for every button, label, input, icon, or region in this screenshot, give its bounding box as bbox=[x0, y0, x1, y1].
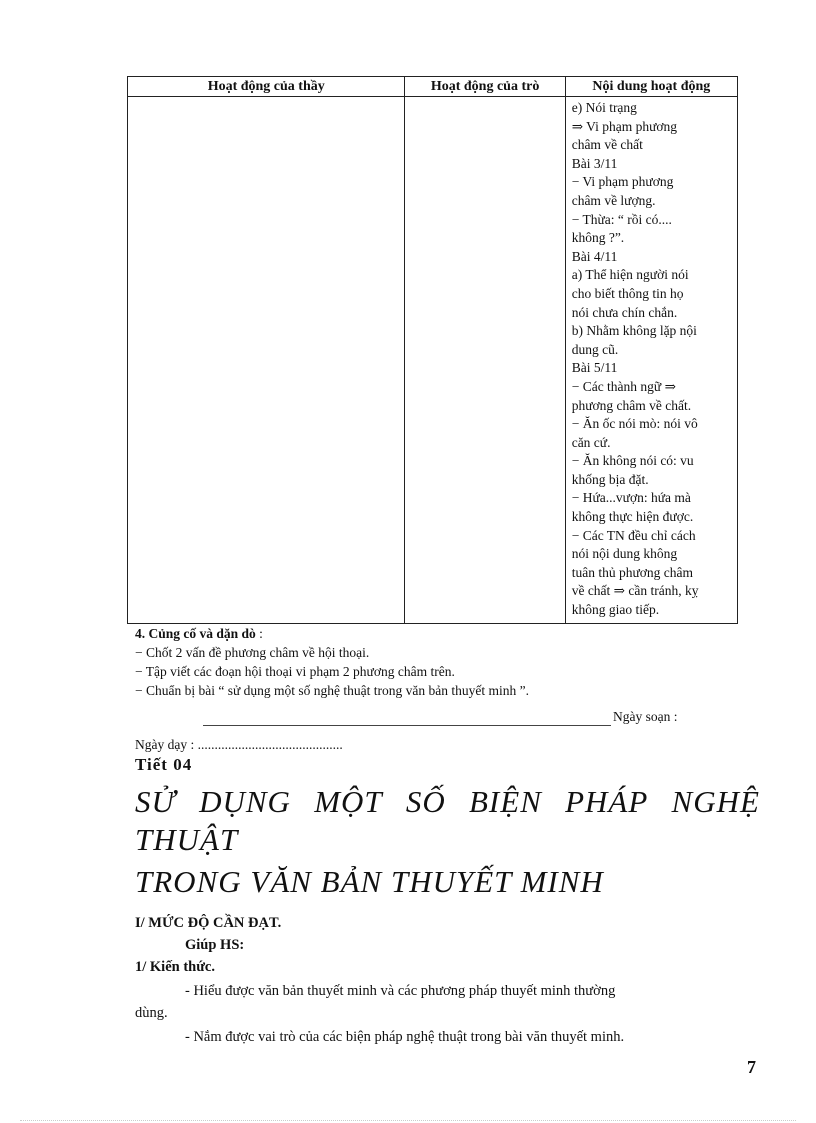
content-line: Bài 4/11 bbox=[571, 248, 618, 264]
student-activity-cell bbox=[405, 97, 565, 624]
content-line: khống bịa đặt. bbox=[571, 471, 649, 487]
content-cell bbox=[565, 97, 737, 624]
title-word: NGHỆ bbox=[671, 784, 760, 819]
header-teacher-activity: Hoạt động của thầy bbox=[128, 77, 405, 97]
content-line: − Các thành ngữ ⇒ bbox=[571, 378, 676, 394]
teacher-activity-cell bbox=[128, 97, 405, 624]
section-4-heading-suffix: : bbox=[255, 626, 263, 641]
section-4-heading bbox=[135, 624, 529, 643]
tiet-number: Tiết 04 bbox=[135, 755, 193, 774]
title-word: PHÁP bbox=[565, 784, 649, 819]
title-line-2: THUẬT bbox=[135, 822, 239, 857]
separator-rule bbox=[203, 709, 611, 726]
objectives-section bbox=[135, 912, 735, 1048]
content-line: phương châm về chất. bbox=[571, 397, 692, 413]
section-4 bbox=[135, 624, 529, 700]
title-line-1 bbox=[135, 783, 760, 821]
header-content: Nội dung hoạt động bbox=[565, 77, 737, 97]
content-line: − Ăn không nói có: vu bbox=[571, 453, 694, 469]
table-body-row bbox=[128, 97, 738, 624]
content-line: nói nội dung không bbox=[571, 546, 678, 562]
content-list bbox=[566, 97, 737, 620]
content-line: châm về chất bbox=[571, 137, 643, 153]
title-word: DỤNG bbox=[199, 784, 291, 819]
content-line: Bài 5/11 bbox=[571, 360, 618, 376]
content-line: nói chưa chín chắn. bbox=[571, 304, 678, 320]
knowledge-item-1: - Hiểu được văn bản thuyết minh và các phương pháp thuyết minh thường bbox=[185, 983, 616, 999]
title-word: SỬ bbox=[135, 784, 176, 819]
lesson-title bbox=[135, 783, 760, 901]
objectives-heading: I/ MỨC ĐỘ CẦN ĐẠT. bbox=[135, 915, 282, 931]
header-student-activity: Hoạt động của trò bbox=[405, 77, 565, 97]
section-4-item: − Chốt 2 vấn đề phương châm về hội thoại. bbox=[135, 645, 370, 660]
ngay-day-line: Ngày dạy : ........................................... bbox=[135, 737, 343, 752]
section-4-item: − Tập viết các đoạn hội thoại vi phạm 2 phương châm trên. bbox=[135, 664, 455, 679]
content-line: ⇒ Vi phạm phương bbox=[571, 118, 678, 134]
objectives-help: Giúp HS: bbox=[185, 937, 245, 953]
footer-rule bbox=[20, 1120, 796, 1121]
ngay-soan-label: Ngày soạn : bbox=[613, 709, 678, 724]
knowledge-item-2: - Nắm được vai trò của các biện pháp nghệ thuật trong bài văn thuyết minh. bbox=[185, 1029, 625, 1045]
title-line-3: TRONG VĂN BẢN THUYẾT MINH bbox=[135, 864, 604, 899]
content-line: dung cũ. bbox=[571, 341, 619, 357]
content-line: không giao tiếp. bbox=[571, 602, 660, 618]
content-line: − Hứa...vượn: hứa mà bbox=[571, 490, 691, 506]
title-word: BIỆN bbox=[469, 784, 542, 819]
section-4-heading-text: 4. Củng cố và dặn dò bbox=[135, 626, 256, 641]
content-line: − Các TN đều chỉ cách bbox=[571, 527, 696, 543]
content-line: tuân thủ phương châm bbox=[571, 564, 694, 580]
content-line: không thực hiện được. bbox=[571, 509, 694, 525]
content-line: căn cứ. bbox=[571, 434, 611, 450]
content-line: châm về lượng. bbox=[571, 192, 656, 208]
title-word: SỐ bbox=[405, 784, 446, 819]
content-line: − Thừa: “ rồi có.... bbox=[571, 211, 672, 227]
content-line: về chất ⇒ cần tránh, kỵ bbox=[571, 583, 699, 599]
page-number: 7 bbox=[747, 1057, 756, 1077]
content-line: − Ăn ốc nói mò: nói vô bbox=[571, 416, 698, 432]
content-line: b) Nhằm không lặp nội bbox=[571, 323, 697, 339]
table-header-row bbox=[128, 77, 738, 97]
content-line: − Vi phạm phương bbox=[571, 174, 674, 190]
content-line: không ?”. bbox=[571, 230, 625, 246]
section-4-item: − Chuẩn bị bài “ sử dụng một số nghệ thuật trong văn bản thuyết minh ”. bbox=[135, 683, 529, 698]
content-line: a) Thể hiện người nói bbox=[571, 267, 689, 283]
content-line: e) Nói trạng bbox=[571, 100, 637, 115]
title-word: MỘT bbox=[314, 784, 383, 819]
knowledge-item-1-cont: dùng. bbox=[135, 1005, 168, 1021]
content-line: Bài 3/11 bbox=[571, 155, 618, 171]
lesson-table bbox=[127, 76, 738, 624]
knowledge-heading: 1/ Kiến thức. bbox=[135, 959, 215, 975]
content-line: cho biết thông tin họ bbox=[571, 285, 684, 301]
